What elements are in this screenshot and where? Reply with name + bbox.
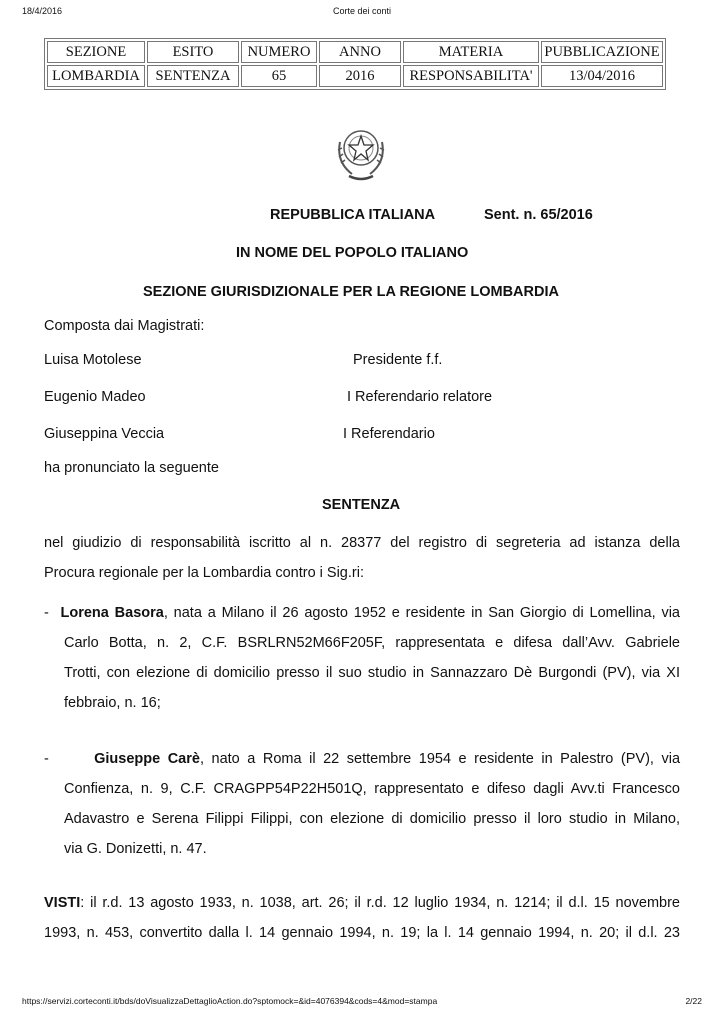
- print-title: Corte dei conti: [332, 6, 392, 16]
- meta-header-cell: ANNO: [319, 41, 401, 63]
- defendant-name: Giuseppe Carè: [94, 751, 200, 767]
- meta-value-cell: 65: [241, 65, 317, 87]
- meta-header-cell: SEZIONE: [47, 41, 145, 63]
- page-url: https://servizi.corteconti.it/bds/doVisualizzaDettaglioAction.do?sptomock=&id=4076394&cods=4&mod=stampa: [22, 996, 438, 1006]
- pronunciato-text: ha pronunciato la seguente: [44, 460, 219, 476]
- text-line: Adavastro e Serena Filippi Filippi, con elezione di domicilio presso il loro studio in Milano,: [64, 811, 680, 827]
- text-line: [44, 744, 680, 774]
- meta-value-cell: 2016: [319, 65, 401, 87]
- text-run: , nata a Milano il 26 agosto 1952 e residente in San Giorgio di Lomellina, via: [163, 605, 680, 621]
- metadata-table: [44, 38, 666, 90]
- text-line: [44, 888, 680, 918]
- metadata-value-row: [47, 65, 663, 87]
- text-line: Confienza, n. 9, C.F. CRAGPP54P22H501Q, rappresentato e difeso dagli Avv.ti Francesco: [64, 781, 680, 797]
- giudizio-paragraph: [44, 528, 680, 588]
- meta-header-cell: MATERIA: [403, 41, 539, 63]
- magistrate-role: Presidente f.f.: [353, 352, 443, 368]
- text-line: via G. Donizetti, n. 47.: [64, 841, 207, 857]
- text-line: febbraio, n. 16;: [64, 695, 161, 711]
- visti-label: VISTI: [44, 895, 81, 911]
- meta-header-cell: PUBBLICAZIONE: [541, 41, 663, 63]
- text-line: Procura regionale per la Lombardia contro i Sig.ri:: [44, 565, 364, 581]
- magistrate-name: Eugenio Madeo: [44, 389, 146, 405]
- metadata-header-row: [47, 41, 663, 63]
- republic-emblem-icon: [332, 122, 390, 184]
- text-line: [44, 598, 680, 628]
- defendant-care: [44, 744, 680, 864]
- sentenza-heading: SENTENZA: [322, 497, 401, 513]
- composta-label: Composta dai Magistrati:: [44, 318, 205, 334]
- magistrate-name: Luisa Motolese: [44, 352, 142, 368]
- text-run: : il r.d. 13 agosto 1933, n. 1038, art. 26; il r.d. 12 luglio 1934, n. 1214; il d.l. 15 novembre: [80, 895, 680, 911]
- meta-value-cell: SENTENZA: [147, 65, 239, 87]
- meta-value-cell: 13/04/2016: [541, 65, 663, 87]
- text-line: 1993, n. 453, convertito dalla l. 14 gennaio 1994, n. 19; la l. 14 gennaio 1994, n. 20; il d.l. 23: [44, 925, 680, 941]
- page-number: 2/22: [685, 996, 702, 1006]
- meta-value-cell: LOMBARDIA: [47, 65, 145, 87]
- meta-header-cell: ESITO: [147, 41, 239, 63]
- text-line: nel giudizio di responsabilità iscritto al n. 28377 del registro di segreteria ad istanza della: [44, 535, 680, 551]
- text-line: Trotti, con elezione di domicilio presso il suo studio in Sannazzaro Dè Burgondi (PV), via XI: [64, 665, 680, 681]
- sentence-number: Sent. n. 65/2016: [484, 207, 593, 223]
- in-nome-heading: IN NOME DEL POPOLO ITALIANO: [236, 245, 469, 261]
- list-dash: -: [44, 605, 49, 621]
- magistrate-role: I Referendario relatore: [347, 389, 493, 405]
- list-dash: -: [44, 751, 49, 767]
- meta-header-cell: NUMERO: [241, 41, 317, 63]
- sezione-heading: SEZIONE GIURISDIZIONALE PER LA REGIONE LOMBARDIA: [143, 284, 559, 300]
- magistrate-name: Giuseppina Veccia: [44, 426, 165, 442]
- magistrate-role: I Referendario: [343, 426, 435, 442]
- text-line: Carlo Botta, n. 2, C.F. BSRLRN52M66F205F, rappresentata e difesa dall’Avv. Gabriele: [64, 635, 680, 651]
- text-run: , nato a Roma il 22 settembre 1954 e residente in Palestro (PV), via: [199, 751, 681, 767]
- visti-paragraph: [44, 888, 680, 948]
- defendant-name: Lorena Basora: [60, 605, 164, 621]
- republic-heading: REPUBBLICA ITALIANA: [270, 207, 436, 223]
- defendant-basora: [44, 598, 680, 718]
- print-date: 18/4/2016: [22, 6, 63, 16]
- meta-value-cell: RESPONSABILITA': [403, 65, 539, 87]
